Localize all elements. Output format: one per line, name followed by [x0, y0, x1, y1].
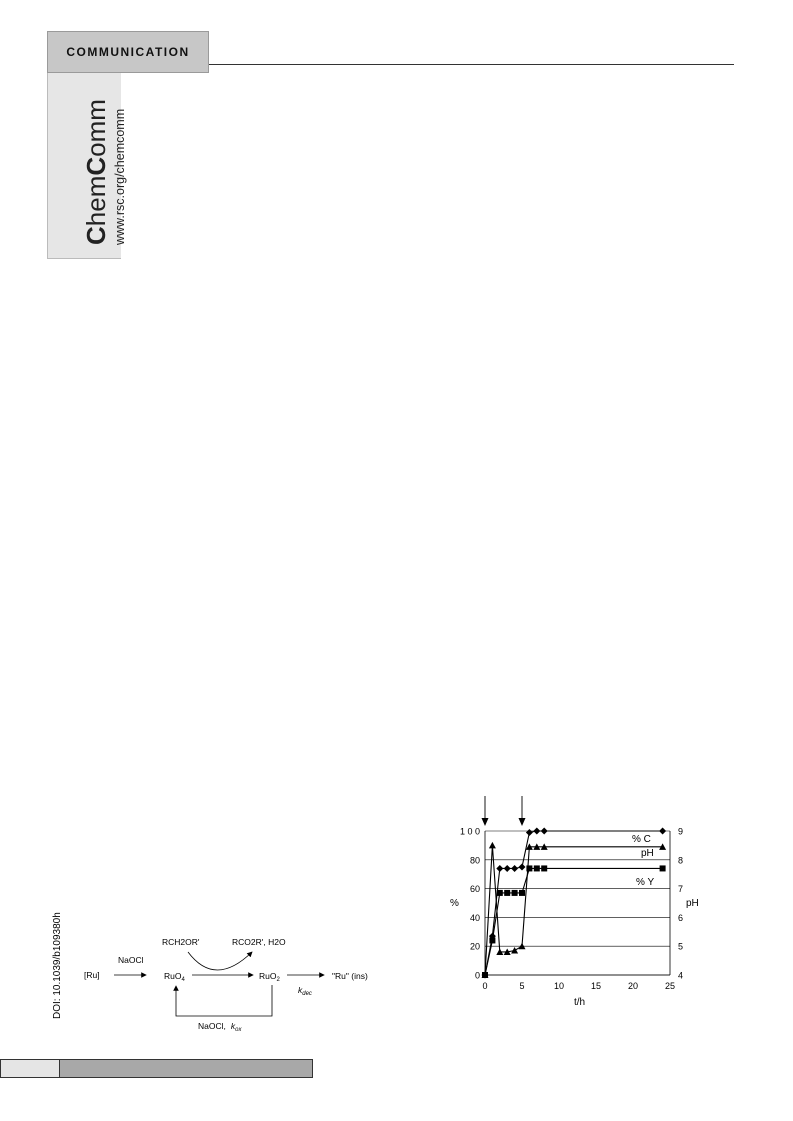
point-square [541, 865, 547, 871]
scheme-return-reagent: NaOCl, $k_{ox}$ [198, 1021, 242, 1033]
point-square [519, 890, 525, 896]
scheme-insoluble: "Ru" (ins) [332, 971, 368, 981]
x-tick-label: 0 [482, 981, 488, 991]
y-tick-label: 40 [469, 912, 480, 923]
y-tick-label: 60 [469, 884, 480, 895]
doi-label: DOI: 10.1039/b109380h [52, 912, 63, 1019]
x-tick-label: 10 [553, 981, 565, 991]
point-diamond [511, 865, 518, 872]
y2-tick-label: 7 [678, 884, 684, 895]
point-diamond [541, 828, 548, 835]
x-tick-label: 15 [590, 981, 602, 991]
point-triangle [511, 947, 518, 954]
addition-arrowhead [519, 818, 526, 826]
y-tick-label: 20 [469, 941, 480, 952]
scheme-return-arrow [176, 985, 272, 1016]
scheme-curved-arrow [188, 952, 252, 970]
scheme-ruo4: RuO$_4$ [164, 971, 185, 983]
point-diamond [526, 829, 533, 836]
y2-axis-label: pH [686, 898, 699, 909]
footer-citation-cell [60, 1060, 312, 1077]
header-rule [209, 64, 734, 65]
scheme-product: RCO2R', H2O [232, 937, 286, 947]
scheme-k-dec: $k_{dec}$ [298, 985, 312, 997]
point-square [512, 890, 518, 896]
y-tick-label: 80 [469, 855, 480, 866]
y2-tick-label: 9 [678, 826, 684, 837]
x-axis-label: t/h [574, 997, 586, 1008]
legend-percent-c: % C [632, 834, 651, 845]
x-tick-label: 5 [519, 981, 525, 991]
scheme-ruo2: RuO$_2$ [259, 971, 280, 983]
y2-tick-label: 5 [678, 941, 684, 952]
x-tick-label: 20 [627, 981, 639, 991]
addition-arrowhead [482, 818, 489, 826]
journal-url[interactable]: www.rsc.org/chemcomm [113, 108, 127, 245]
point-square [660, 865, 666, 871]
scheme-start: [Ru] [84, 970, 100, 980]
kinetics-chart [438, 790, 708, 1020]
y2-tick-label: 4 [678, 970, 684, 981]
section-label: COMMUNICATION [47, 31, 209, 73]
point-square [489, 937, 495, 943]
point-diamond [519, 864, 526, 871]
point-diamond [496, 865, 503, 872]
footer-page-cell [1, 1060, 60, 1077]
reaction-scheme [80, 930, 380, 1035]
point-diamond [533, 828, 540, 835]
y2-tick-label: 6 [678, 912, 684, 923]
point-diamond [659, 828, 666, 835]
point-triangle [489, 842, 496, 849]
footer-bar [0, 1059, 313, 1078]
point-square [497, 890, 503, 896]
journal-name: ChemComm [81, 99, 111, 245]
legend-percent-y: % Y [636, 877, 655, 888]
journal-branding [83, 85, 128, 245]
y-axis-label: % [450, 898, 459, 909]
point-square [534, 865, 540, 871]
scheme-substrate: RCH2OR' [162, 937, 200, 947]
point-diamond [504, 865, 511, 872]
series-line [485, 845, 663, 975]
scheme-reagent1: NaOCl [118, 955, 144, 965]
y2-tick-label: 8 [678, 855, 684, 866]
point-square [504, 890, 510, 896]
y-tick-label: 1 0 0 [459, 826, 480, 837]
legend-ph: pH [641, 848, 654, 859]
x-tick-label: 25 [664, 981, 676, 991]
y-tick-label: 0 [474, 970, 480, 981]
